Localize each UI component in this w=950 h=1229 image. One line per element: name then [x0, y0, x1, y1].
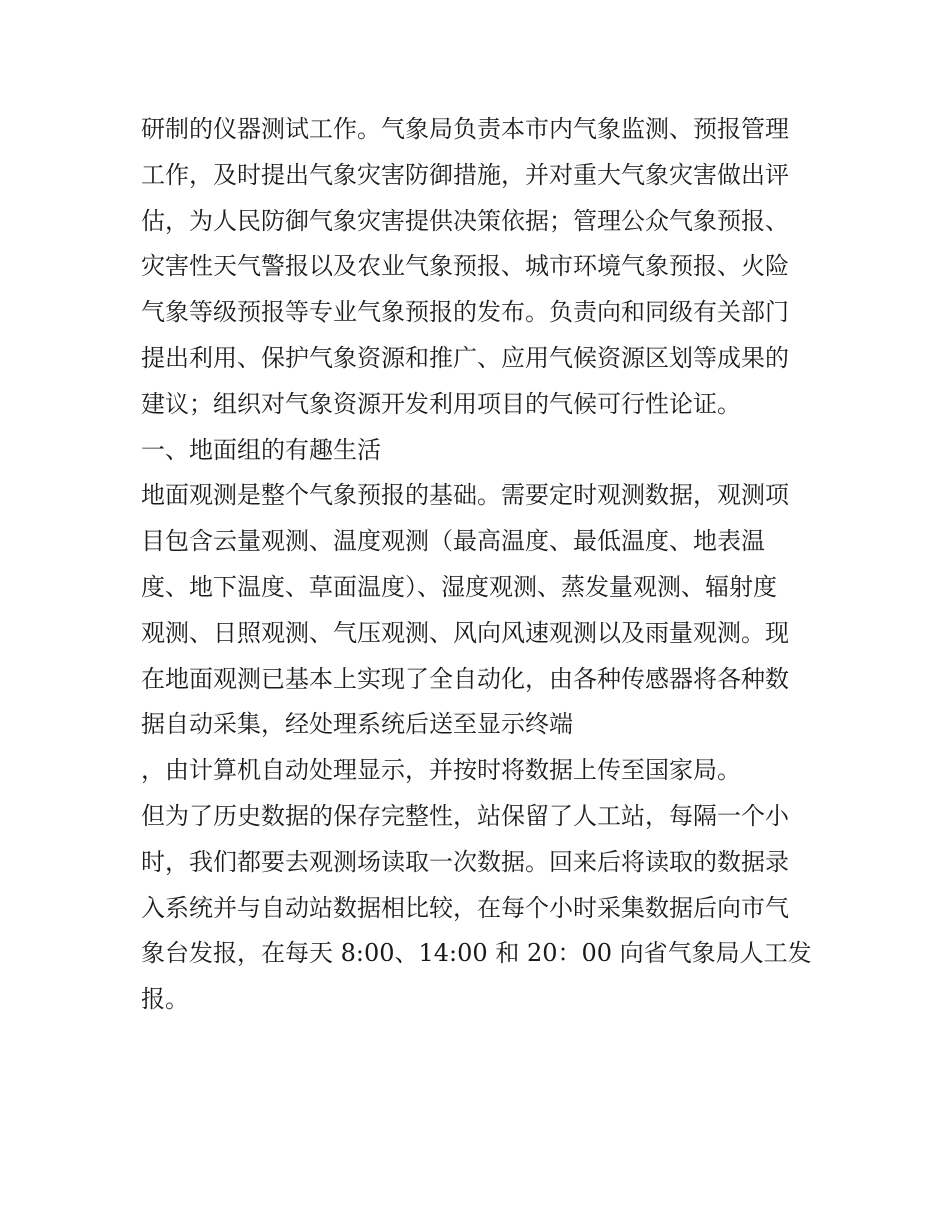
- text-line: 报。: [141, 985, 189, 1014]
- text-line: 在地面观测已基本上实现了全自动化，由各种传感器将各种数: [141, 664, 789, 693]
- text-line: 象台发报，在每天 8:00、14:00 和 20：00 向省气象局人工发: [141, 939, 812, 968]
- text-line: 地面观测是整个气象预报的基础。需要定时观测数据，观测项: [141, 481, 789, 510]
- text-line: 时，我们都要去观测场读取一次数据。回来后将读取的数据录: [141, 847, 789, 876]
- text-line: 但为了历史数据的保存完整性，站保留了人工站，每隔一个小: [141, 801, 789, 830]
- text-line: 估，为人民防御气象灾害提供决策依据；管理公众气象预报、: [141, 206, 789, 235]
- text-line: 提出利用、保护气象资源和推广、应用气候资源区划等成果的: [141, 343, 789, 372]
- section-heading: 一、地面组的有趣生活: [141, 435, 381, 464]
- text-line: 建议；组织对气象资源开发利用项目的气候可行性论证。: [141, 389, 741, 418]
- text-line: 度、地下温度、草面温度）、湿度观测、蒸发量观测、辐射度: [141, 572, 777, 601]
- text-line: 气象等级预报等专业气象预报的发布。负责向和同级有关部门: [141, 298, 789, 327]
- text-line: 工作，及时提出气象灾害防御措施，并对重大气象灾害做出评: [141, 160, 789, 189]
- text-line: ，由计算机自动处理显示，并按时将数据上传至国家局。: [141, 756, 741, 785]
- text-line: 目包含云量观测、温度观测（最高温度、最低温度、地表温: [141, 527, 765, 556]
- text-line: 据自动采集，经处理系统后送至显示终端: [141, 710, 573, 739]
- text-line: 研制的仪器测试工作。气象局负责本市内气象监测、预报管理: [141, 115, 789, 143]
- document-body: [141, 107, 821, 1023]
- text-line: 观测、日照观测、气压观测、风向风速观测以及雨量观测。现: [141, 618, 789, 647]
- text-line: 灾害性天气警报以及农业气象预报、城市环境气象预报、火险: [141, 252, 789, 281]
- text-line: 入系统并与自动站数据相比较，在每个小时采集数据后向市气: [141, 893, 789, 922]
